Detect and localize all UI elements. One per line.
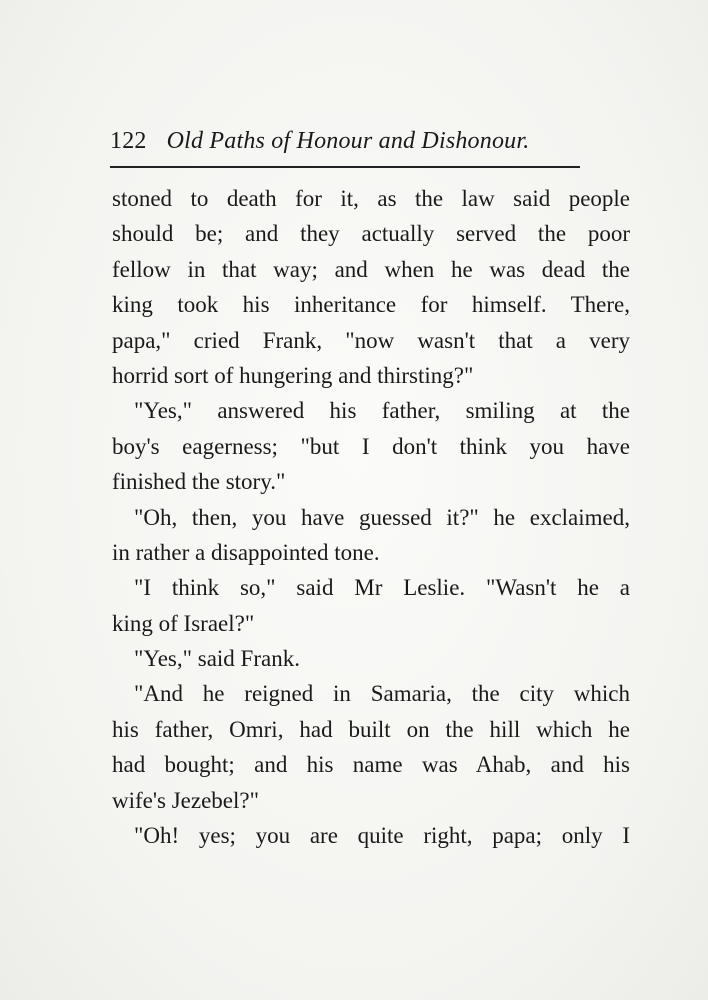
page-number: 122 (110, 128, 147, 154)
running-head (110, 128, 572, 160)
text-line: finished the story." (112, 469, 286, 495)
text-line: stoned to death for it, as the law said people (112, 186, 630, 211)
text-line: horrid sort of hungering and thirsting?" (112, 362, 474, 388)
text-line: in rather a disappointed tone. (112, 539, 380, 565)
text-line: boy's eagerness; "but I don't think you have (112, 433, 630, 459)
text-line: his father, Omri, had built on the hill which he (112, 716, 630, 742)
text-line: "I think so," said Mr Leslie. "Wasn't he a (134, 575, 630, 601)
text-line: king of Israel?" (112, 610, 255, 636)
text-line: king took his inheritance for himself. There, (112, 292, 630, 318)
text-line: "And he reigned in Samaria, the city which (134, 681, 630, 707)
text-line: wife's Jezebel?" (112, 787, 259, 813)
body-text (112, 181, 630, 853)
text-line: "Yes," answered his father, smiling at the (134, 398, 630, 424)
text-line: should be; and they actually served the poor (112, 221, 630, 247)
text-line: papa," cried Frank, "now wasn't that a very (112, 327, 630, 353)
text-line: had bought; and his name was Ahab, and his (112, 752, 630, 778)
text-line: fellow in that way; and when he was dead the (112, 256, 630, 282)
text-line: "Oh! yes; you are quite right, papa; only I (134, 823, 630, 849)
header-rule (110, 166, 580, 168)
text-line: "Yes," said Frank. (134, 646, 300, 672)
text-line: "Oh, then, you have guessed it?" he exclaimed, (134, 504, 630, 530)
running-title: Old Paths of Honour and Dishonour. (166, 128, 530, 154)
